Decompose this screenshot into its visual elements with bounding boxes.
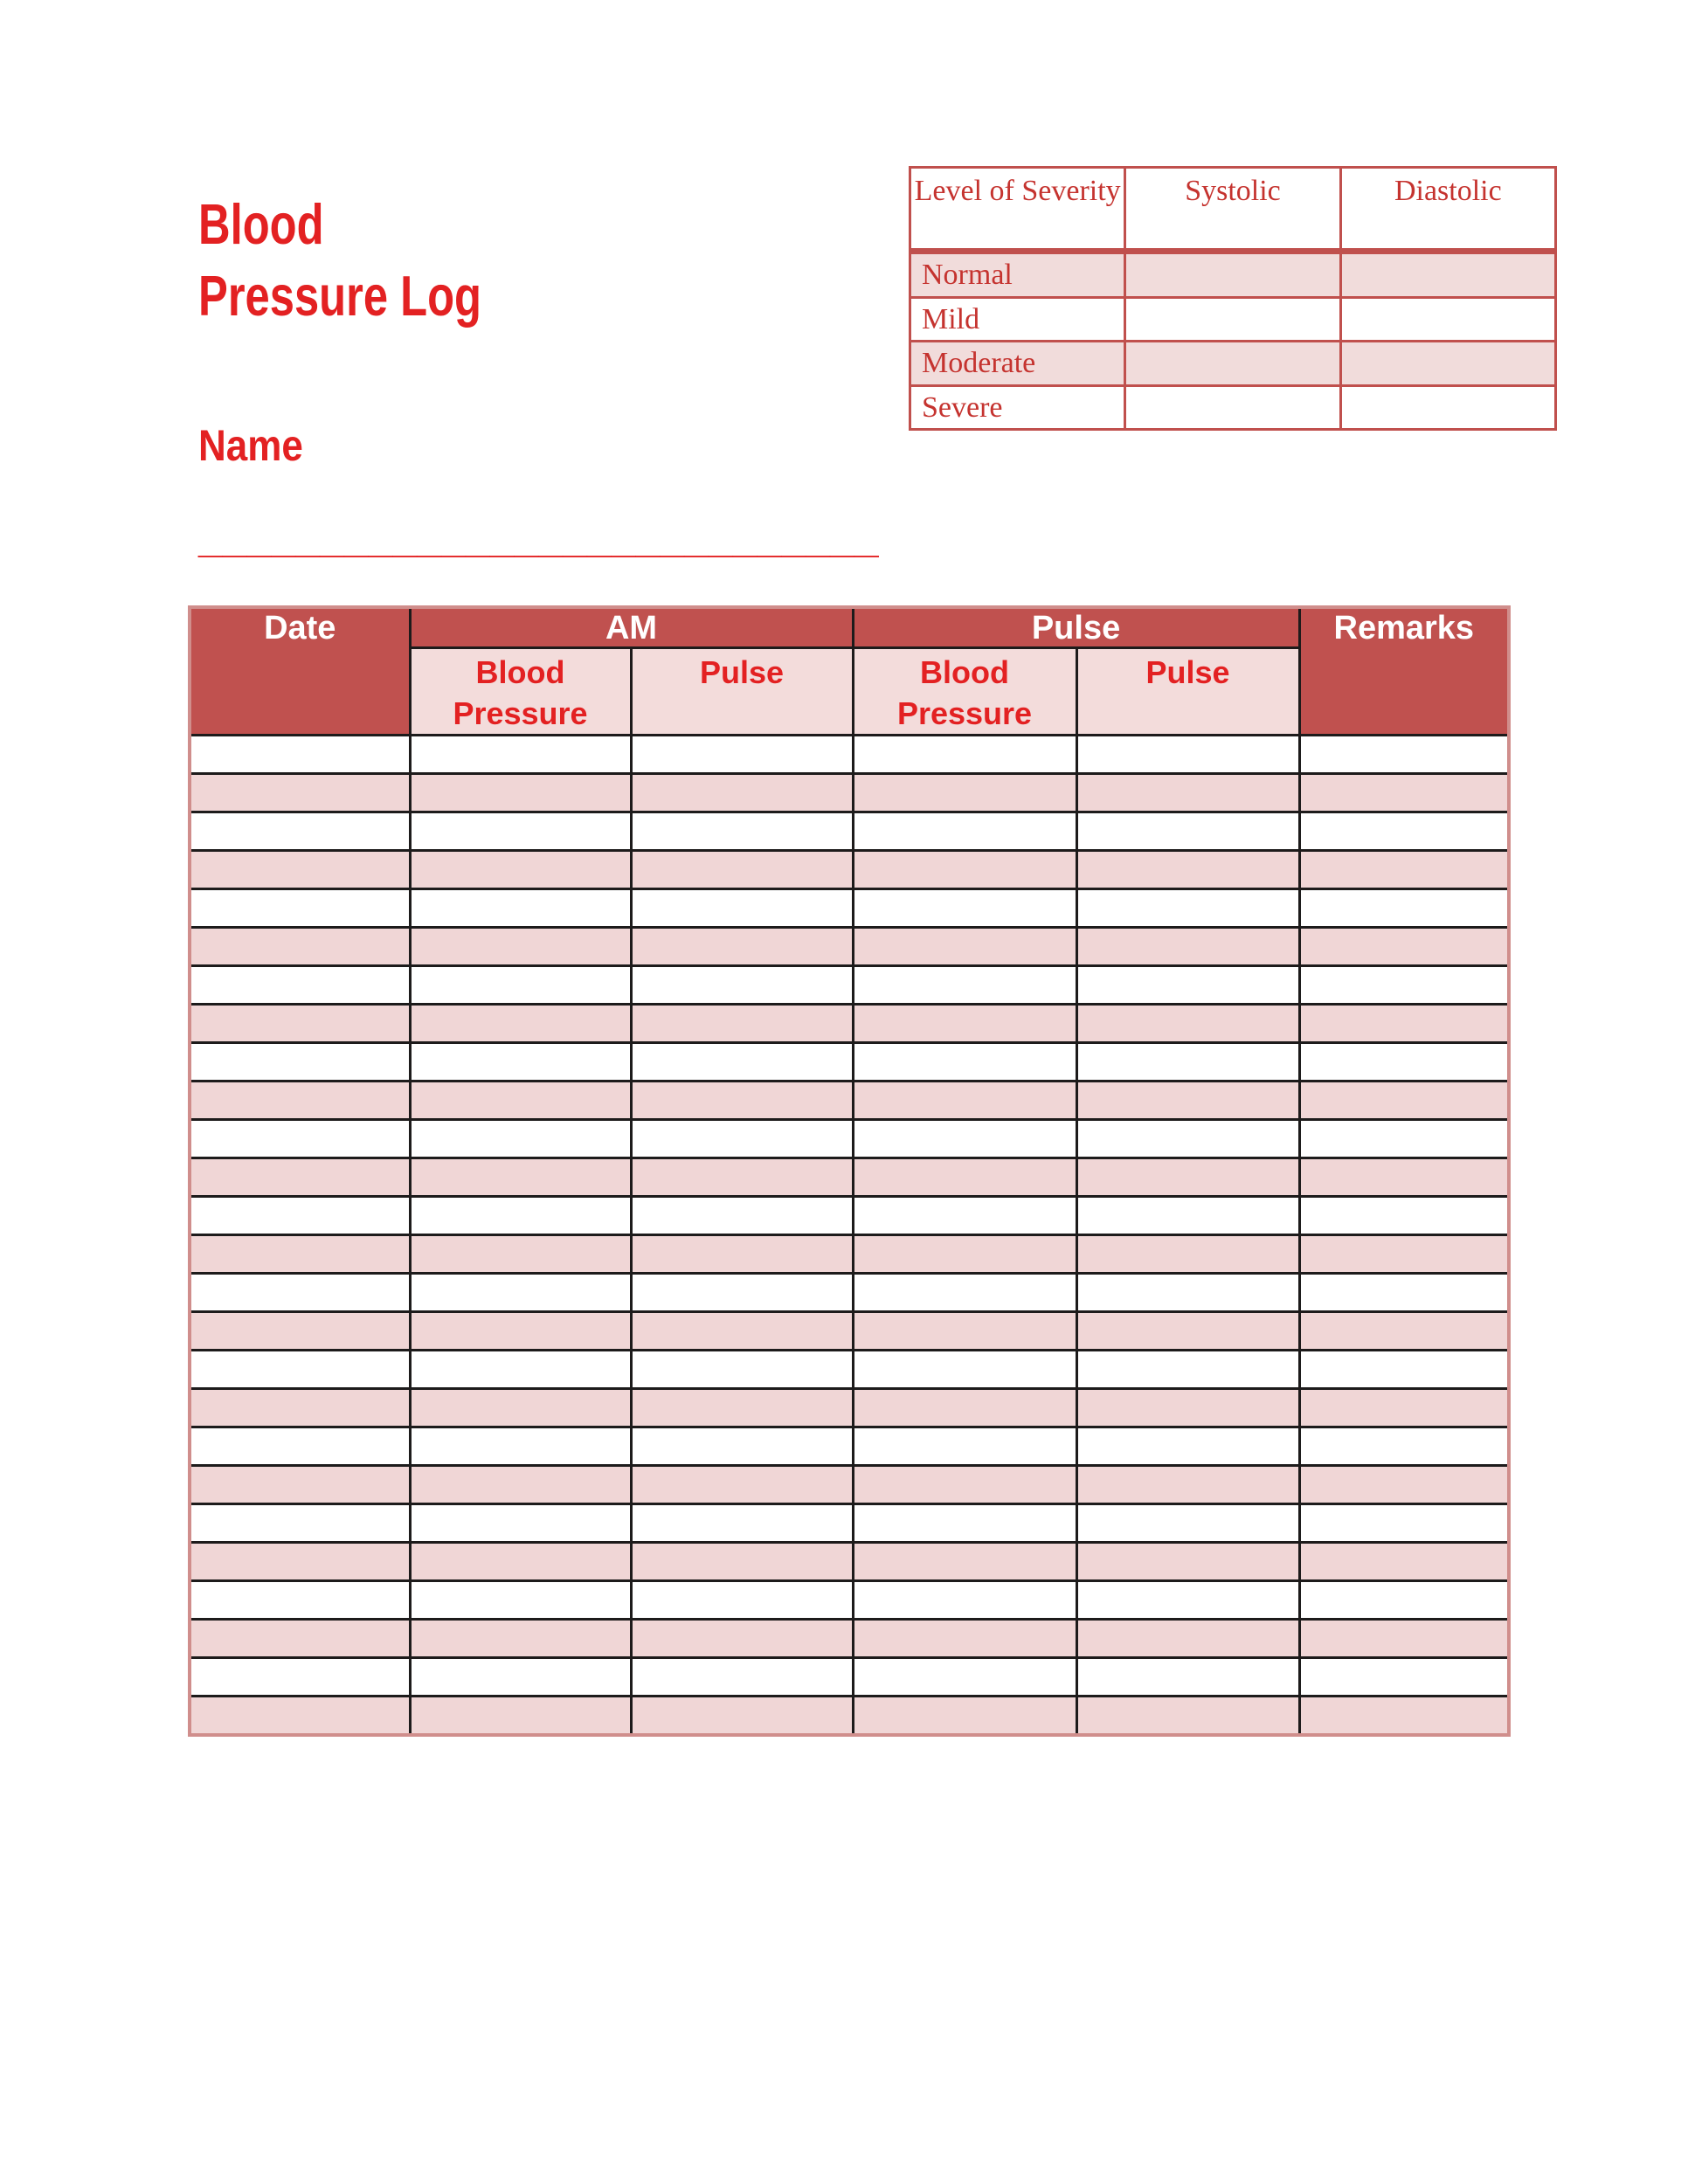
log-entry-cell[interactable] [853,1312,1076,1351]
log-entry-cell[interactable] [853,1197,1076,1235]
log-entry-cell[interactable] [190,812,410,851]
log-entry-cell[interactable] [1076,1274,1299,1312]
log-header-am-group: AM [410,607,853,647]
log-entry-cell[interactable] [853,1120,1076,1158]
severity-level-label: Normal [910,252,1125,298]
log-entry-cell[interactable] [1076,1235,1299,1274]
log-entry-cell[interactable] [1299,889,1509,928]
log-subheader-bp-pm: Blood Pressure [853,647,1076,736]
log-entry-cell[interactable] [1299,1351,1509,1389]
log-entry-cell[interactable] [1299,1581,1509,1620]
severity-systolic-cell[interactable] [1125,385,1340,430]
bp-log-table [188,605,1511,1737]
log-entry-cell[interactable] [190,1158,410,1197]
severity-diastolic-cell[interactable] [1340,342,1555,386]
log-entry-cell[interactable] [190,1235,410,1274]
severity-row-normal [910,252,1556,298]
log-entry-cell[interactable] [410,1235,631,1274]
log-table-row [190,736,1509,774]
log-entry-cell[interactable] [853,1427,1076,1466]
log-entry-cell[interactable] [1299,812,1509,851]
log-entry-cell[interactable] [1076,1543,1299,1581]
severity-level-label: Severe [910,385,1125,430]
log-entry-cell[interactable] [410,1543,631,1581]
log-entry-cell[interactable] [631,851,853,889]
log-entry-cell[interactable] [1076,1504,1299,1543]
log-entry-cell[interactable] [1299,851,1509,889]
log-entry-cell[interactable] [410,1466,631,1504]
log-entry-cell[interactable] [1299,1082,1509,1120]
log-entry-cell[interactable] [190,1197,410,1235]
log-entry-cell[interactable] [1299,1543,1509,1581]
log-entry-cell[interactable] [1299,1466,1509,1504]
log-entry-cell[interactable] [190,1082,410,1120]
log-table-row [190,1312,1509,1351]
log-entry-cell[interactable] [190,1466,410,1504]
severity-level-label: Moderate [910,342,1125,386]
log-entry-cell[interactable] [410,966,631,1005]
log-entry-cell[interactable] [1299,1005,1509,1043]
log-table-row [190,889,1509,928]
log-entry-cell[interactable] [410,812,631,851]
log-table-row [190,1235,1509,1274]
log-table-row [190,1620,1509,1658]
log-entry-cell[interactable] [631,966,853,1005]
log-entry-cell[interactable] [410,1312,631,1351]
log-entry-cell[interactable] [190,1543,410,1581]
log-entry-cell[interactable] [410,1427,631,1466]
log-entry-cell[interactable] [853,1504,1076,1543]
log-entry-cell[interactable] [853,1658,1076,1697]
log-entry-cell[interactable] [853,1466,1076,1504]
severity-header-row [910,168,1556,252]
log-entry-cell[interactable] [1076,1082,1299,1120]
log-entry-cell[interactable] [410,928,631,966]
log-entry-cell[interactable] [1299,1274,1509,1312]
log-entry-cell[interactable] [410,1658,631,1697]
log-entry-cell[interactable] [1076,1312,1299,1351]
log-entry-cell[interactable] [853,1082,1076,1120]
log-entry-cell[interactable] [631,774,853,812]
log-entry-cell[interactable] [1299,1620,1509,1658]
log-entry-cell[interactable] [190,889,410,928]
severity-diastolic-cell[interactable] [1340,385,1555,430]
log-table-row [190,1543,1509,1581]
log-entry-cell[interactable] [1076,774,1299,812]
log-table-row [190,1197,1509,1235]
log-entry-cell[interactable] [1076,1351,1299,1389]
log-table-row [190,1005,1509,1043]
log-entry-cell[interactable] [1299,1312,1509,1351]
log-entry-cell[interactable] [190,1005,410,1043]
log-entry-cell[interactable] [853,851,1076,889]
log-entry-cell[interactable] [1076,889,1299,928]
log-entry-cell[interactable] [853,1697,1076,1735]
log-table-row [190,1351,1509,1389]
log-entry-cell[interactable] [631,1197,853,1235]
log-entry-cell[interactable] [631,1005,853,1043]
log-entry-cell[interactable] [410,1351,631,1389]
log-table-row [190,1158,1509,1197]
log-entry-cell[interactable] [190,851,410,889]
log-entry-cell[interactable] [1299,1389,1509,1427]
log-entry-cell[interactable] [631,1312,853,1351]
log-entry-cell[interactable] [631,889,853,928]
log-entry-cell[interactable] [631,1351,853,1389]
log-entry-cell[interactable] [1299,1658,1509,1697]
log-entry-cell[interactable] [853,1351,1076,1389]
log-entry-cell[interactable] [190,1043,410,1082]
log-entry-cell[interactable] [410,851,631,889]
log-table-row [190,966,1509,1005]
log-entry-cell[interactable] [853,1274,1076,1312]
log-entry-cell[interactable] [410,1005,631,1043]
log-table-row [190,1658,1509,1697]
log-entry-cell[interactable] [631,1427,853,1466]
log-entry-cell[interactable] [853,1389,1076,1427]
log-entry-cell[interactable] [190,1389,410,1427]
log-header-date: Date [190,607,410,736]
log-table-row [190,1082,1509,1120]
log-entry-cell[interactable] [1299,928,1509,966]
log-table-row [190,1581,1509,1620]
log-entry-cell[interactable] [1076,1697,1299,1735]
severity-header-systolic: Systolic [1125,168,1340,252]
log-table-row [190,851,1509,889]
log-entry-cell[interactable] [631,812,853,851]
log-subheader-bp-am: Blood Pressure [410,647,631,736]
page-title [198,189,481,332]
log-table-row [190,1043,1509,1082]
page-title-line1: Blood [198,192,324,256]
log-entry-cell[interactable] [631,1274,853,1312]
log-entry-cell[interactable] [631,1466,853,1504]
name-label: Name [198,421,303,470]
log-entry-cell[interactable] [853,1235,1076,1274]
log-entry-cell[interactable] [410,1389,631,1427]
log-entry-cell[interactable] [190,1120,410,1158]
log-table-row [190,928,1509,966]
log-entry-cell[interactable] [631,1235,853,1274]
log-entry-cell[interactable] [853,1620,1076,1658]
log-entry-cell[interactable] [1299,774,1509,812]
log-entry-cell[interactable] [631,1504,853,1543]
log-subheader-pulse-pm: Pulse [1076,647,1299,736]
severity-reference-table [909,166,1557,431]
log-entry-cell[interactable] [1076,736,1299,774]
log-entry-cell[interactable] [1076,1158,1299,1197]
log-header-remarks: Remarks [1299,607,1509,736]
log-entry-cell[interactable] [1076,1427,1299,1466]
log-entry-cell[interactable] [853,736,1076,774]
log-entry-cell[interactable] [190,966,410,1005]
log-header-pm-group: Pulse [853,607,1299,647]
severity-systolic-cell[interactable] [1125,297,1340,342]
log-entry-cell[interactable] [190,736,410,774]
log-entry-cell[interactable] [853,1043,1076,1082]
log-entry-cell[interactable] [853,774,1076,812]
log-header-group-row [190,607,1509,647]
log-table-row [190,1274,1509,1312]
log-table-row [190,1504,1509,1543]
log-table-row [190,1697,1509,1735]
name-fill-line[interactable]: ____________________________ [198,513,879,562]
log-table-row [190,774,1509,812]
log-entry-cell[interactable] [190,774,410,812]
log-entry-cell[interactable] [190,1427,410,1466]
log-entry-cell[interactable] [631,928,853,966]
log-entry-cell[interactable] [190,1581,410,1620]
log-entry-cell[interactable] [1299,1197,1509,1235]
log-entry-cell[interactable] [1299,1120,1509,1158]
log-entry-cell[interactable] [190,928,410,966]
severity-row-moderate [910,342,1556,386]
log-entry-cell[interactable] [410,1274,631,1312]
log-entry-cell[interactable] [410,1197,631,1235]
severity-systolic-cell[interactable] [1125,252,1340,298]
log-entry-cell[interactable] [410,1581,631,1620]
log-entry-cell[interactable] [853,1581,1076,1620]
log-table-row [190,1427,1509,1466]
severity-level-label: Mild [910,297,1125,342]
log-entry-cell[interactable] [1076,812,1299,851]
log-entry-cell[interactable] [1299,1504,1509,1543]
page-title-line2: Pressure Log [198,263,482,328]
log-entry-cell[interactable] [853,928,1076,966]
log-entry-cell[interactable] [1076,966,1299,1005]
log-entry-cell[interactable] [410,736,631,774]
log-table-row [190,1120,1509,1158]
log-entry-cell[interactable] [410,1043,631,1082]
log-entry-cell[interactable] [1299,1427,1509,1466]
log-entry-cell[interactable] [190,1351,410,1389]
log-entry-cell[interactable] [1076,1043,1299,1082]
log-entry-cell[interactable] [1299,1043,1509,1082]
log-entry-cell[interactable] [1299,1158,1509,1197]
log-entry-cell[interactable] [631,1120,853,1158]
log-entry-cell[interactable] [1299,1235,1509,1274]
log-entry-cell[interactable] [853,966,1076,1005]
log-entry-cell[interactable] [190,1312,410,1351]
log-entry-cell[interactable] [190,1697,410,1735]
log-entry-cell[interactable] [853,1543,1076,1581]
log-entry-cell[interactable] [1076,1620,1299,1658]
log-entry-cell[interactable] [410,1504,631,1543]
severity-row-mild [910,297,1556,342]
log-entry-cell[interactable] [1076,1389,1299,1427]
log-table-row [190,1389,1509,1427]
log-entry-cell[interactable] [410,1697,631,1735]
log-entry-cell[interactable] [1299,1697,1509,1735]
severity-row-severe [910,385,1556,430]
log-table-row [190,1466,1509,1504]
log-entry-cell[interactable] [631,1543,853,1581]
severity-header-level: Level of Severity [910,168,1125,252]
log-entry-cell[interactable] [631,1082,853,1120]
log-subheader-pulse-am: Pulse [631,647,853,736]
log-entry-cell[interactable] [853,812,1076,851]
log-entry-cell[interactable] [410,774,631,812]
log-entry-cell[interactable] [1076,928,1299,966]
log-entry-cell[interactable] [853,889,1076,928]
log-entry-cell[interactable] [190,1274,410,1312]
severity-diastolic-cell[interactable] [1340,252,1555,298]
log-entry-cell[interactable] [1076,1658,1299,1697]
log-entry-cell[interactable] [631,1043,853,1082]
log-entry-cell[interactable] [1076,1120,1299,1158]
log-entry-cell[interactable] [410,1082,631,1120]
log-entry-cell[interactable] [1299,966,1509,1005]
log-entry-cell[interactable] [631,1389,853,1427]
log-table-row [190,812,1509,851]
log-entry-cell[interactable] [1076,851,1299,889]
severity-systolic-cell[interactable] [1125,342,1340,386]
log-entry-cell[interactable] [631,1158,853,1197]
log-entry-cell[interactable] [190,1658,410,1697]
log-table-body [190,736,1509,1735]
log-entry-cell[interactable] [853,1158,1076,1197]
log-entry-cell[interactable] [410,1120,631,1158]
severity-diastolic-cell[interactable] [1340,297,1555,342]
log-entry-cell[interactable] [631,1620,853,1658]
log-entry-cell[interactable] [1076,1466,1299,1504]
log-entry-cell[interactable] [1299,736,1509,774]
log-entry-cell[interactable] [410,1620,631,1658]
log-entry-cell[interactable] [190,1620,410,1658]
log-entry-cell[interactable] [631,1581,853,1620]
log-entry-cell[interactable] [631,1658,853,1697]
log-entry-cell[interactable] [631,1697,853,1735]
log-entry-cell[interactable] [631,736,853,774]
log-entry-cell[interactable] [190,1504,410,1543]
log-entry-cell[interactable] [410,889,631,928]
log-entry-cell[interactable] [1076,1005,1299,1043]
log-entry-cell[interactable] [853,1005,1076,1043]
log-entry-cell[interactable] [410,1158,631,1197]
log-entry-cell[interactable] [1076,1581,1299,1620]
severity-header-diastolic: Diastolic [1340,168,1555,252]
log-entry-cell[interactable] [1076,1197,1299,1235]
